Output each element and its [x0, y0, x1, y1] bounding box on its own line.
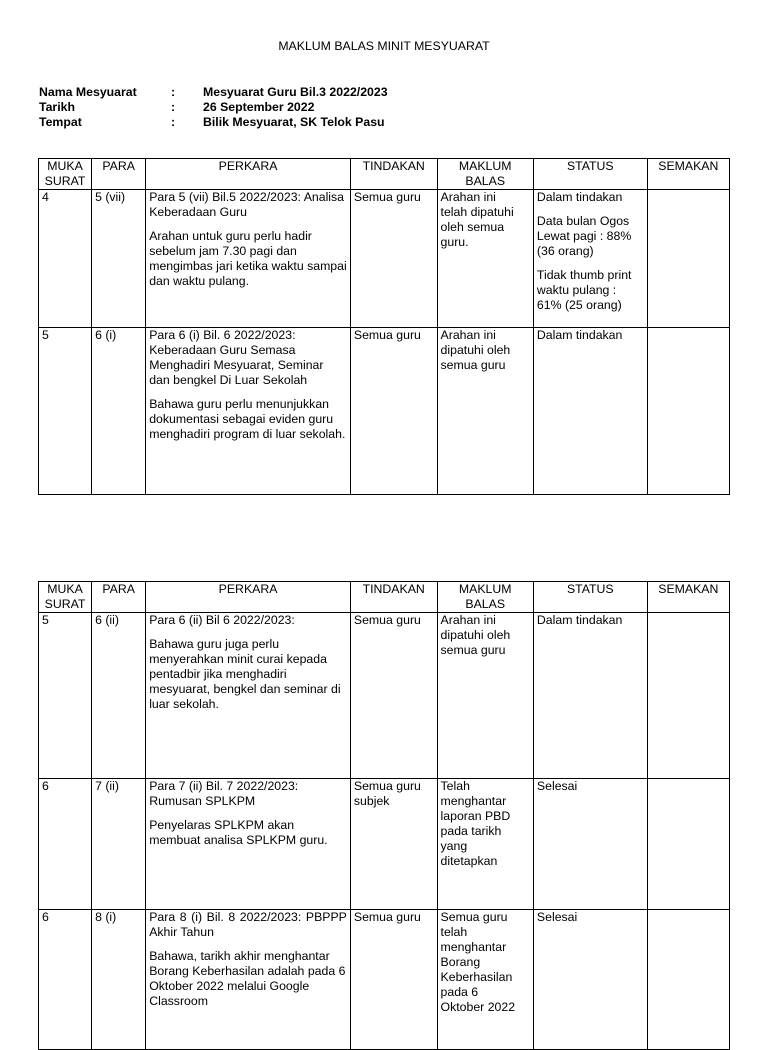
cell-para: 5 (vii): [92, 190, 146, 328]
cell-semakan: [647, 328, 729, 495]
cell-status: [533, 190, 647, 328]
cell-maklum-balas: Telah menghantar laporan PBD pada tarikh yang ditetapkan: [437, 779, 533, 910]
meeting-place-colon: :: [171, 115, 176, 129]
table-header-row: [39, 159, 730, 190]
cell-tindakan: Semua guru subjek: [350, 779, 437, 910]
status-text: Dalam tindakan: [536, 613, 623, 627]
table-header-row: [39, 582, 730, 613]
status-text: Dalam tindakan: [536, 328, 623, 342]
cell-maklum-balas: Arahan ini dipatuhi oleh semua guru: [437, 328, 533, 495]
cell-perkara: [146, 190, 351, 328]
meeting-place-label: Tempat: [39, 115, 82, 129]
cell-muka-surat: 5: [39, 328, 92, 495]
perkara-title: Para 6 (i) Bil. 6 2022/2023: Keberadaan Guru Semasa Menghadiri Mesyuarat, Seminar dan bengkel Di Luar Sekolah: [149, 328, 324, 387]
cell-para: 6 (i): [92, 328, 146, 495]
header-muka-surat: MUKA SURAT: [39, 582, 92, 613]
meeting-date-colon: :: [171, 100, 176, 114]
cell-muka-surat: 6: [39, 779, 92, 910]
perkara-title: Para 5 (vii) Bil.5 2022/2023: Analisa Keberadaan Guru: [149, 190, 345, 219]
cell-tindakan: Semua guru: [350, 613, 437, 779]
status-text: Selesai: [536, 779, 578, 793]
meeting-date-value: 26 September 2022: [203, 100, 315, 114]
meeting-name-value: Mesyuarat Guru Bil.3 2022/2023: [203, 85, 388, 99]
table-row: [39, 613, 730, 779]
perkara-title: Para 6 (ii) Bil 6 2022/2023:: [149, 613, 295, 627]
header-muka-surat: MUKA SURAT: [39, 159, 92, 190]
cell-muka-surat: 4: [39, 190, 92, 328]
table-row: [39, 910, 730, 1050]
header-perkara: PERKARA: [146, 582, 351, 613]
header-status: STATUS: [533, 159, 647, 190]
cell-status: [533, 613, 647, 779]
cell-semakan: [647, 190, 729, 328]
perkara-body: Penyelaras SPLKPM akan membuat analisa SPLKPM guru.: [149, 818, 328, 847]
table-row: [39, 779, 730, 910]
cell-status: [533, 779, 647, 910]
minutes-table-2: [38, 581, 730, 1050]
header-semakan: SEMAKAN: [647, 159, 729, 190]
cell-semakan: [647, 613, 729, 779]
header-tindakan: TINDAKAN: [350, 159, 437, 190]
header-maklum-balas: MAKLUM BALAS: [437, 159, 533, 190]
cell-perkara: [146, 328, 351, 495]
status-text: Selesai: [536, 910, 578, 924]
perkara-body: Bahawa guru juga perlu menyerahkan minit curai kepada pentadbir jika menghadiri mesyuarat, bengkel dan seminar di luar sekolah.: [149, 637, 341, 711]
minutes-table-1: [38, 158, 730, 495]
cell-semakan: [647, 779, 729, 910]
cell-tindakan: Semua guru: [350, 328, 437, 495]
table-row: [39, 190, 730, 328]
cell-status: [533, 328, 647, 495]
cell-perkara: [146, 613, 351, 779]
meeting-name-label: Nama Mesyuarat: [39, 85, 137, 99]
cell-maklum-balas: Semua guru telah menghantar Borang Keberhasilan pada 6 Oktober 2022: [437, 910, 533, 1050]
header-semakan: SEMAKAN: [647, 582, 729, 613]
perkara-body: Arahan untuk guru perlu hadir sebelum jam 7.30 pagi dan mengimbas jari ketika waktu sampai dan waktu pulang.: [149, 229, 347, 288]
meeting-date-label: Tarikh: [39, 100, 75, 114]
perkara-body: Bahawa, tarikh akhir menghantar Borang Keberhasilan adalah pada 6 Oktober 2022 melalui Google Classroom: [149, 949, 346, 1008]
perkara-title: Para 7 (ii) Bil. 7 2022/2023: Rumusan SPLKPM: [149, 779, 299, 808]
table-row: [39, 328, 730, 495]
meeting-place-value: Bilik Mesyuarat, SK Telok Pasu: [203, 115, 385, 129]
cell-muka-surat: 6: [39, 910, 92, 1050]
cell-muka-surat: 5: [39, 613, 92, 779]
header-para: PARA: [92, 582, 146, 613]
cell-tindakan: Semua guru: [350, 910, 437, 1050]
cell-perkara: [146, 779, 351, 910]
perkara-body: Bahawa guru perlu menunjukkan dokumentasi sebagai eviden guru menghadiri program di luar sekolah.: [149, 397, 346, 441]
header-maklum-balas: MAKLUM BALAS: [437, 582, 533, 613]
cell-para: 7 (ii): [92, 779, 146, 910]
cell-maklum-balas: Arahan ini dipatuhi oleh semua guru: [437, 613, 533, 779]
cell-status: [533, 910, 647, 1050]
header-tindakan: TINDAKAN: [350, 582, 437, 613]
meeting-name-colon: :: [171, 85, 176, 99]
status-text: Dalam tindakan: [536, 190, 623, 204]
perkara-title: Para 8 (i) Bil. 8 2022/2023: PBPPP Akhir Tahun: [149, 910, 347, 939]
cell-tindakan: Semua guru: [350, 190, 437, 328]
cell-para: 8 (i): [92, 910, 146, 1050]
header-para: PARA: [92, 159, 146, 190]
header-perkara: PERKARA: [146, 159, 351, 190]
cell-maklum-balas: Arahan ini telah dipatuhi oleh semua guru.: [437, 190, 533, 328]
cell-semakan: [647, 910, 729, 1050]
status-note: Data bulan Ogos Lewat pagi : 88% (36 orang): [536, 214, 632, 258]
document-title: MAKLUM BALAS MINIT MESYUARAT: [278, 39, 490, 53]
cell-para: 6 (ii): [92, 613, 146, 779]
status-note: Tidak thumb print waktu pulang : 61% (25 orang): [536, 268, 632, 312]
cell-perkara: [146, 910, 351, 1050]
header-status: STATUS: [533, 582, 647, 613]
